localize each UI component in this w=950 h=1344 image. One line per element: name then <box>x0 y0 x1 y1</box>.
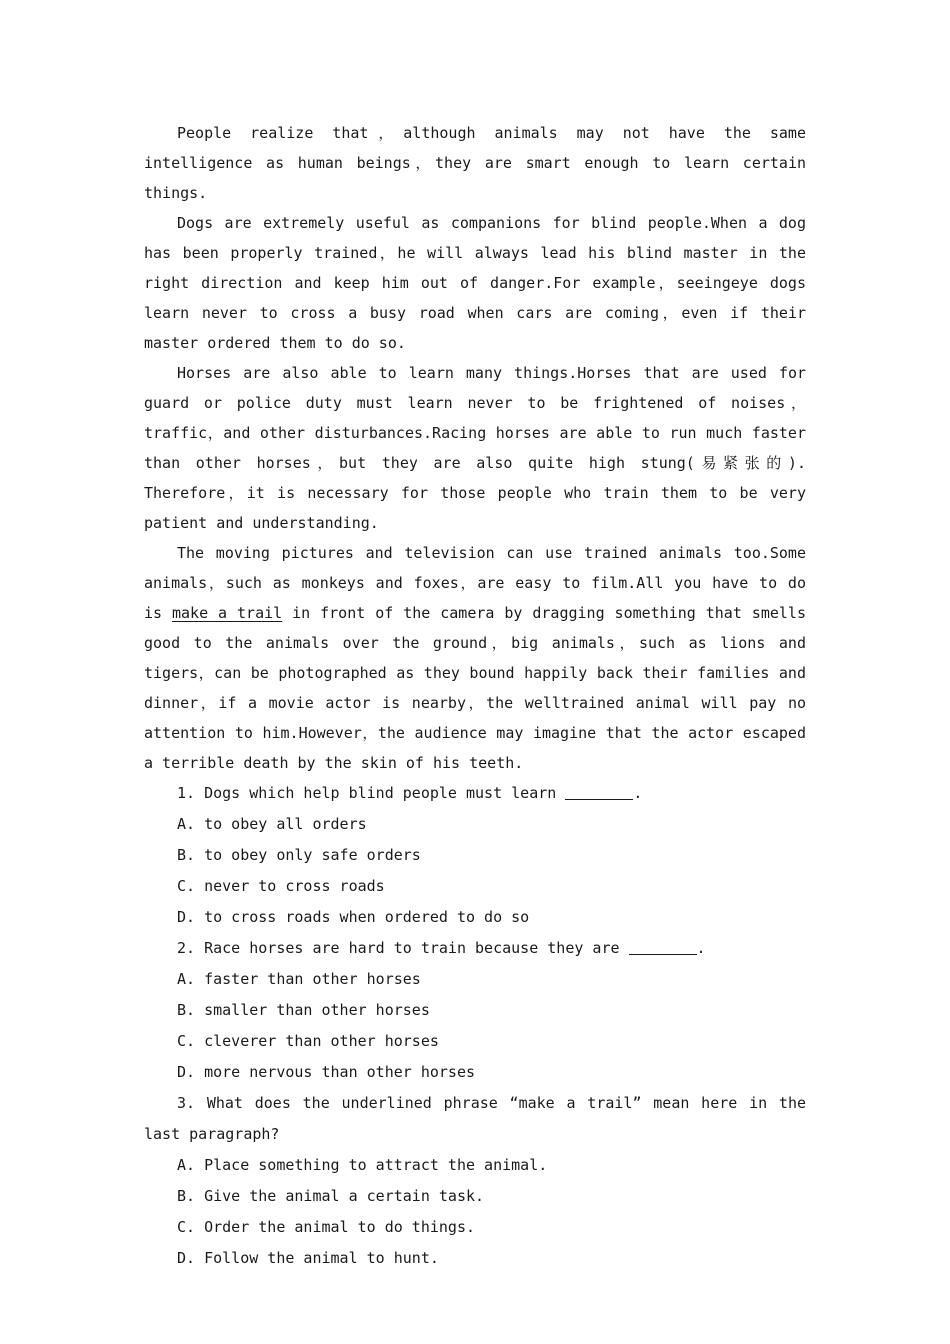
question-1-stem-end: . <box>633 784 643 802</box>
underlined-phrase: make a trail <box>172 604 283 622</box>
question-1-stem-text: 1. Dogs which help blind people must learn <box>177 784 566 802</box>
document-page <box>144 118 806 1274</box>
paragraph-2: Dogs are extremely useful as companions for blind people.When a dog has been properly trained，he will always lead his blind master in the right direction and keep him out of danger.For example，seeingeye dogs learn never to cross a busy road when cars are coming，even if their master ordered them to do so. <box>144 214 806 352</box>
paragraph-4 <box>144 538 806 778</box>
question-3 <box>144 1088 806 1274</box>
question-3-option-d: D. Follow the animal to hunt. <box>177 1249 439 1267</box>
question-1 <box>144 778 806 933</box>
answer-blank <box>629 940 697 955</box>
question-1-stem <box>144 778 806 809</box>
paragraph-4-text-b: in front of the camera by dragging something that smells good to the animals over the ground，big animals，such as lions and tigers，can be photographed as they bound happily back their families and dinner，if a movie actor is nearby，the welltrained animal will pay no attention to him.However，the audience may imagine that the actor escaped a terrible death by the skin of his teeth. <box>144 604 806 772</box>
paragraph-1: People realize that，although animals may not have the same intelligence as human beings，they are smart enough to learn certain things. <box>144 124 806 202</box>
question-2-option-d: D. more nervous than other horses <box>177 1063 476 1081</box>
question-3-option-c: C. Order the animal to do things. <box>177 1218 476 1236</box>
question-3-option-b: B. Give the animal a certain task. <box>177 1187 485 1205</box>
question-2-stem <box>144 933 806 964</box>
question-2 <box>144 933 806 1088</box>
answer-blank <box>565 785 633 800</box>
question-2-option-a: A. faster than other horses <box>177 970 421 988</box>
question-3-stem: 3. What does the underlined phrase “make a trail” mean here in the last paragraph? <box>144 1094 806 1143</box>
question-1-option-a: A. to obey all orders <box>177 815 367 833</box>
question-1-option-d: D. to cross roads when ordered to do so <box>177 908 530 926</box>
question-2-option-c: C. cleverer than other horses <box>177 1032 439 1050</box>
paragraph-4-text-a: The moving pictures and television can use trained animals too.Some animals，such as monkeys and foxes，are easy to film.All you have to do is <box>144 544 806 622</box>
question-2-stem-end: . <box>696 939 706 957</box>
paragraph-3: Horses are also able to learn many things.Horses that are used for guard or police duty must learn never to be frightened of noises，traffic，and other disturbances.Racing horses are able to run much faster than other horses，but they are also quite high stung(易紧张的). Therefore，it is necessary for those people who train them to be very patient and understanding. <box>144 364 806 532</box>
question-1-option-b: B. to obey only safe orders <box>177 846 421 864</box>
question-2-stem-text: 2. Race horses are hard to train because they are <box>177 939 629 957</box>
question-1-option-c: C. never to cross roads <box>177 877 385 895</box>
question-2-option-b: B. smaller than other horses <box>177 1001 430 1019</box>
question-3-option-a: A. Place something to attract the animal. <box>177 1156 548 1174</box>
